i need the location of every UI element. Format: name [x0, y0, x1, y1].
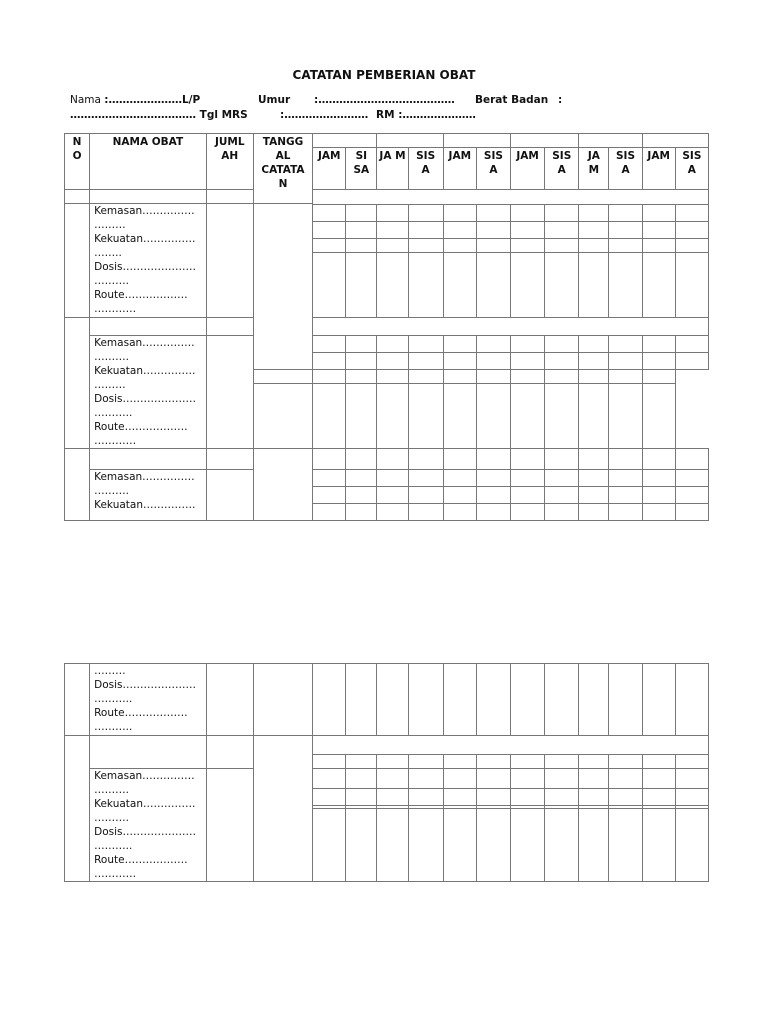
- route-label: Route………………: [94, 421, 188, 433]
- header-jam: JA M: [579, 148, 609, 190]
- header-sisa: SIS A: [476, 148, 510, 190]
- kemasan-label: Kemasan……………: [94, 471, 195, 483]
- kekuatan-label: Kekuatan……………: [94, 365, 196, 377]
- header-sisa: SIS A: [609, 148, 642, 190]
- rm-field: RM :…………………: [376, 109, 476, 121]
- document-title: CATATAN PEMBERIAN OBAT: [292, 68, 476, 82]
- umur-value: :…………………………………: [314, 94, 455, 106]
- header-jam: JAM: [642, 148, 675, 190]
- route-label: Route………………: [94, 854, 188, 866]
- berat-badan-value: :: [558, 94, 563, 106]
- patient-info-line-2-lead: ……………………………… Tgl MRS: [70, 109, 248, 121]
- kekuatan-label: Kekuatan……………: [94, 798, 196, 810]
- kemasan-label: Kemasan……………: [94, 770, 195, 782]
- header-jam: JA M: [377, 148, 408, 190]
- umur-label: Umur: [258, 94, 291, 106]
- medication-table-page-1: [64, 133, 709, 521]
- nama-value: :…………………L/P: [104, 94, 201, 106]
- nama-obat-cell: Kemasan…………… ………. Kekuatan…………… ………. Dosis………………… ……….. Route……………… …………: [90, 769, 207, 882]
- dosis-label: Dosis…………………: [94, 393, 196, 405]
- kemasan-label: Kemasan……………: [94, 205, 195, 217]
- header-tanggal-catatan: TANGG AL CATATA N: [253, 134, 312, 204]
- header-no: N O: [65, 134, 90, 190]
- header-jam: JAM: [511, 148, 545, 190]
- header-sisa: SI SA: [346, 148, 377, 190]
- nama-label: Nama: [70, 94, 101, 106]
- berat-badan-label: Berat Badan: [475, 94, 549, 106]
- header-sisa: SIS A: [545, 148, 579, 190]
- header-nama-obat: NAMA OBAT: [90, 134, 207, 190]
- header-jumlah: JUML AH: [206, 134, 253, 190]
- dosis-label: Dosis…………………: [94, 826, 196, 838]
- kemasan-label: Kemasan……………: [94, 337, 195, 349]
- patient-info-line-1: [70, 94, 200, 106]
- nama-obat-cell: Kemasan…………… ………. Kekuatan……………: [90, 470, 207, 521]
- nama-obat-cell: Kemasan…………… ………. Kekuatan…………… ……… Dosis………………… ……….. Route……………… …………: [90, 336, 207, 449]
- route-label: Route………………: [94, 289, 188, 301]
- route-label: Route………………: [94, 707, 188, 719]
- kekuatan-label: Kekuatan……………: [94, 233, 196, 245]
- header-sisa: SIS A: [408, 148, 443, 190]
- header-sisa: SIS A: [675, 148, 708, 190]
- tgl-mrs-value: :……………………: [280, 109, 369, 121]
- nama-obat-cell: Kemasan…………… ……… Kekuatan…………… …….. Dosis………………… ………. Route……………… …………: [90, 204, 207, 318]
- nama-obat-cell-continued: ……… Dosis………………… ……….. Route……………… ………..: [90, 664, 207, 736]
- medication-table-page-2: [64, 663, 709, 882]
- dosis-label: Dosis…………………: [94, 679, 196, 691]
- dosis-label: Dosis…………………: [94, 261, 196, 273]
- kekuatan-label: Kekuatan……………: [94, 499, 196, 511]
- header-jam: JAM: [443, 148, 476, 190]
- header-jam: JAM: [313, 148, 346, 190]
